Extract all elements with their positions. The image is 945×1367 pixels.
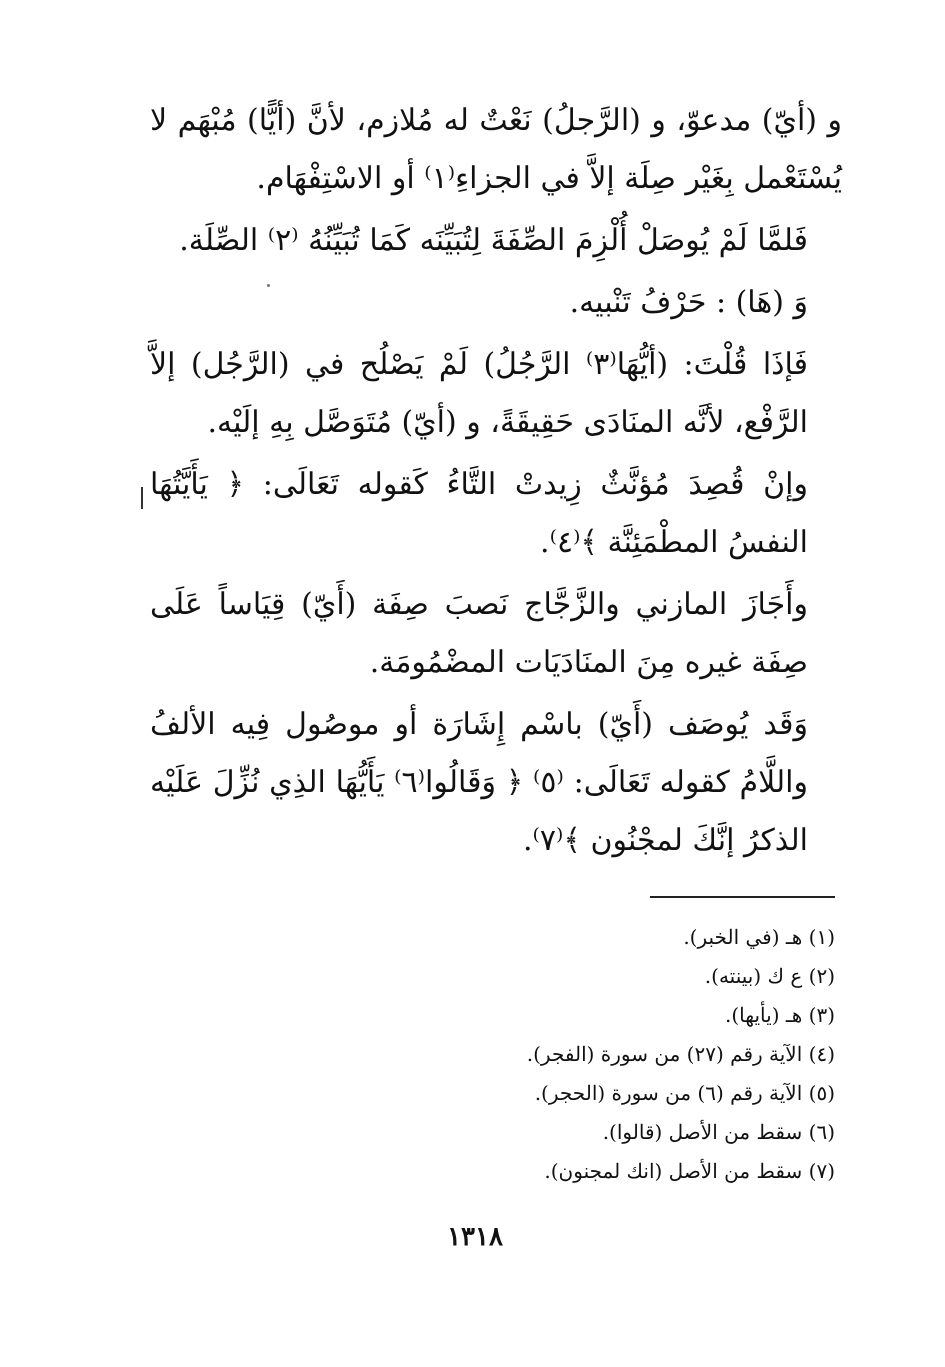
footnote-5: (٥) الآية رقم (٦) من سورة (الحجر).	[534, 1081, 835, 1105]
footnote-separator	[650, 896, 835, 898]
footnote-1: (١) هـ (في الخبر).	[683, 925, 835, 949]
paragraph-1: و (أيّ) مدعوّ، و (الرَّجلُ) نَعْتٌ له مُلازم، لأنَّ (أيًّا) مُبْهَم لا يُسْتَعْمل بِغَيْر صِلَة إلاَّ في الجزاءِ⁽١⁾ أو الاسْتِفْهَام.	[150, 103, 842, 196]
footnotes	[300, 918, 835, 1191]
footnote-4: (٤) الآية رقم (٢٧) من سورة (الفجر).	[526, 1042, 835, 1066]
footnote-3: (٣) هـ (يأيها).	[725, 1003, 835, 1027]
paragraph-7: وَقَد يُوصَف (أَيّ) باسْم إِشَارَة أو موصُول فِيه الألفُ واللَّامُ كقوله تَعَالَى: ⁽٥⁾ ﴿ وَقَالُوا⁽٦⁾ يَأَيُّهَا الذِي نُزِّلَ عَلَيْه الذكرُ إنَّكَ لمجْنُون ﴾⁽٧⁾.	[150, 707, 808, 858]
paragraph-3: وَ (هَا) : حَرْفُ تَنْبيه.	[569, 285, 808, 320]
margin-mark	[141, 487, 143, 509]
main-text	[150, 92, 842, 874]
paragraph-6: وأَجَازَ المازني والزَّجَّاج نَصبَ صِفَة (أَيّ) قِيَاساً عَلَى صِفَة غيره مِنَ المنَادَيَات المضْمُومَة.	[150, 587, 808, 680]
footnote-7: (٧) سقط من الأصل (انك لمجنون).	[544, 1159, 835, 1183]
paragraph-5: وإنْ قُصِدَ مُؤنَّثٌ زِيدتْ التَّاءُ كَقوله تَعَالَى: ﴿ يَأَيَّتُهَا النفسُ المطْمَئِنَّة ﴾⁽٤⁾.	[150, 467, 808, 560]
footnote-2: (٢) ع ك (بينته).	[704, 964, 835, 988]
scan-speck	[267, 284, 270, 287]
paragraph-4: فَإذَا قُلْتَ: (أيُّهَا⁽٣⁾ الرَّجُلُ) لَمْ يَصْلُح في (الرَّجُل) إلاَّ الرَّفْع، لأنَّه المنَادَى حَقِيقَةً، و (أيّ) مُتَوَصَّل بِهِ إلَيْه.	[150, 347, 809, 440]
page-number: ١٣١٨	[447, 1222, 503, 1252]
footnote-6: (٦) سقط من الأصل (قالوا).	[602, 1120, 835, 1144]
paragraph-2: فَلمَّا لَمْ يُوصَلْ أُلْزِمَ الصِّفَةَ لِتُبَيِّنَه كَمَا تُبَيِّنُهُ ⁽٢⁾ الصِّلَة.	[179, 223, 808, 258]
